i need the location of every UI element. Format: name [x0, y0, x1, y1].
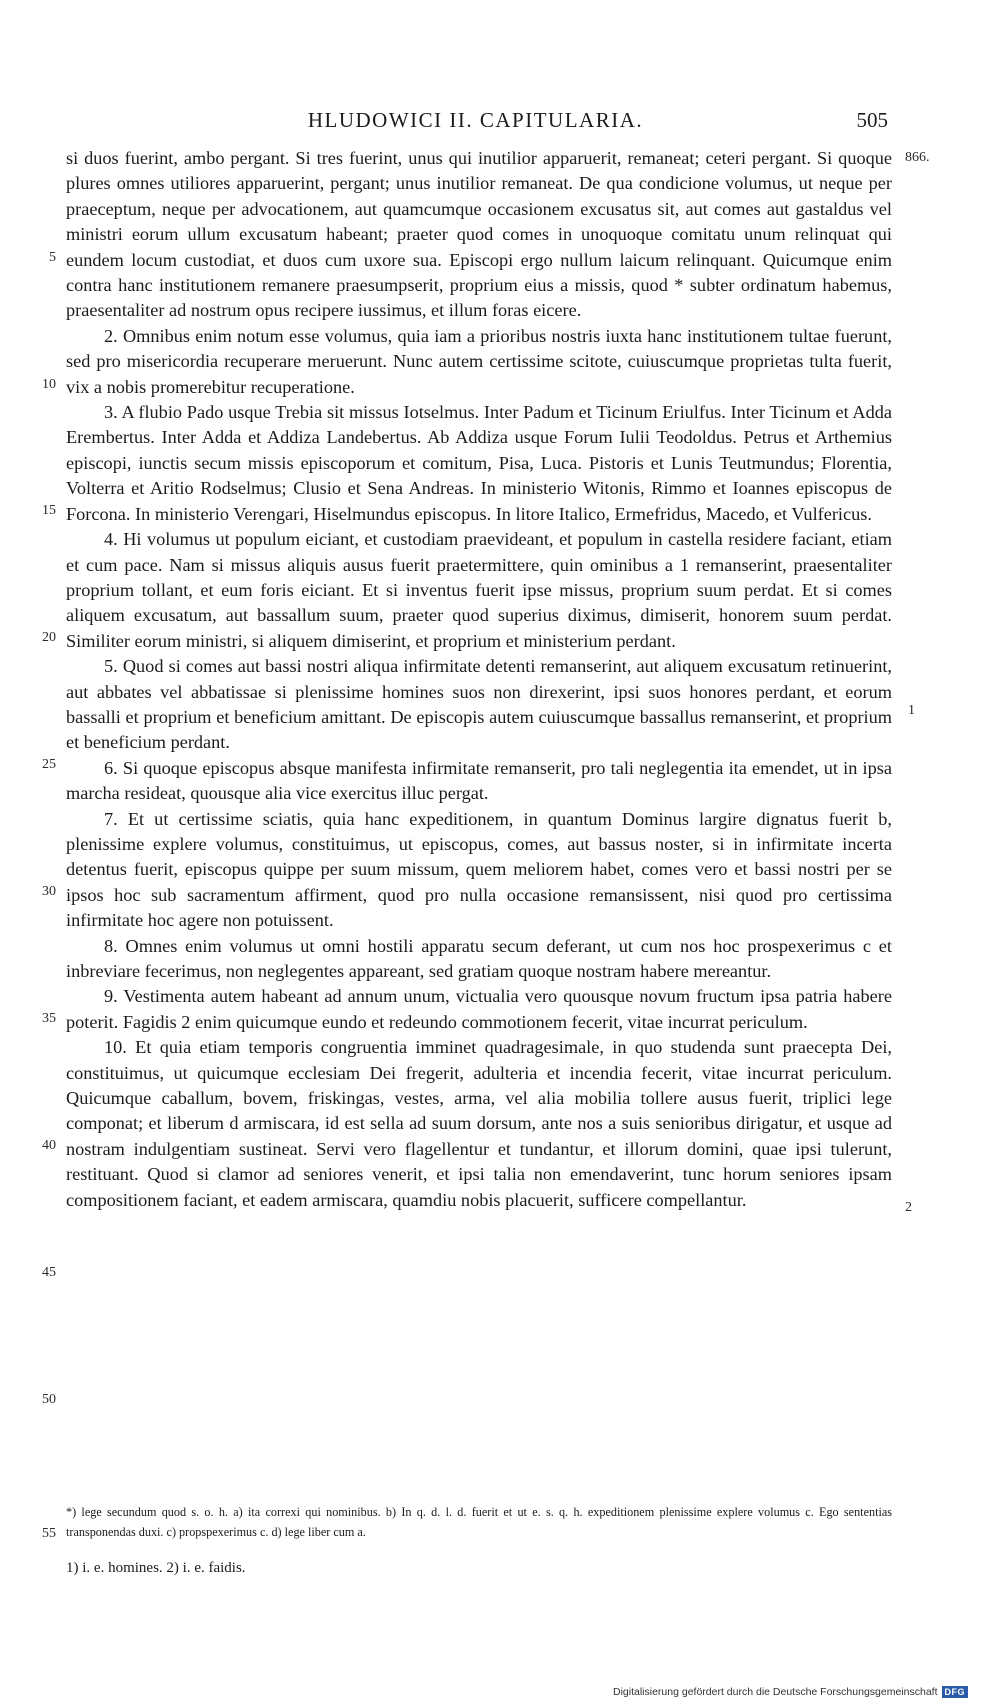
- line-number: 20: [42, 630, 56, 645]
- paragraph: 7. Et ut certissime sciatis, quia hanc expeditionem, in quantum Dominus largire dignatus fuerit b, plenissime explere volumus, constituimus, ut episcopus, comes, aut bassus noster, si in infirmitate incerta detentus fuerit, episcopus quippe per suum missum, quem meliorem habet, comes vero et bassi nostri per se ipsos hoc sub sacramentum affirment, quod pro nulla occasione remansissent, nisi quod pro certissima infirmitate hoc agere non potuissent.: [66, 808, 892, 931]
- line-number: 40: [42, 1138, 56, 1153]
- paragraph: si duos fuerint, ambo pergant. Si tres fuerint, unus qui inutilior apparuerit, remaneat; ceteri pergant. Si quoque plures omnes utiliores apparuerint, pergant; unus inutilior remaneat. De qua condicione volumus, ut neque per praeceptum, neque per advocationem, aut quamcumque occasionem excusatus sit, aut comes aut gastaldus vel ministri eorum ullum excusatum habeant; praeter quod comes in unoquoque comitatu unum relinquat qui eundem locum custodiat, et duos cum uxore sua. Episcopi ergo nullum laicum relinquant. Quicumque enim contra hanc institutionem remanere praesumpserit, proprium eius a missis, quod * subter ordinatum habemus, praesentaliter ad nostrum opus recipere iussimus, et illum foras eicere.: [66, 148, 892, 321]
- line-number: 35: [42, 1011, 56, 1026]
- line-number: 5: [49, 250, 56, 265]
- margin-footnote-ref-2: 2: [905, 1200, 912, 1215]
- margin-year: 866.: [905, 150, 930, 165]
- paragraph: 3. A flubio Pado usque Trebia sit missus Iotselmus. Inter Padum et Ticinum Eriulfus. Inter Ticinum et Adda Erembertus. Inter Adda et Addiza Landebertus. Ab Addiza usque Forum Iulii Teodoldus. Petrus et Arthemius episcopi, iunctis secum missis episcoporum et comitum, Pisa, Luca. Pistoris et Lunis Teutmundus; Florentia, Volterra et Aritio Rodselmus; Clusio et Sena Andreas. In ministerio Witonis, Rimmo et Ioannes episcopus de Forcona. In ministerio Verengari, Hiselmundus episcopus. In litore Italico, Ermefridus, Macedo, et Vulfericus.: [66, 402, 892, 524]
- paragraph: 5. Quod si comes aut bassi nostri aliqua infirmitate detenti remanserint, aut aliquem excusatum retinuerint, aut abbates vel abbatissae si plenissime homines suos non direxerint, ipsi suos honores perdant, et eorum bassalli et proprium et beneficium amittant. De episcopis autem cuiuscumque bassallus remanserint, et proprium et beneficium perdant.: [66, 656, 892, 753]
- line-number: 30: [42, 884, 56, 899]
- paragraph: 10. Et quia etiam temporis congruentia imminet quadragesimale, in quo studenda sunt praecepta Dei, constituimus, ut quicumque ecclesiam Dei fregerit, adulteria et incendia fecerit, vitae incurrat periculum. Quicumque caballum, bovem, friskingas, vestes, arma, vel alia mobilia tollere ausus fuerit, triplici lege componat; et liberum d armiscara, id est sella ad suum dorsum, ante nos a suis senioribus dirigatur, et usque ad nostram indulgentiam sustineat. Servi vero flagellentur et tundantur, et illorum domini, quae ipsi tulerunt, restituant. Quod si clamor ad seniores venerit, et ipsi talia non emendaverint, tunc horum seniores ipsam compositionem faciant, et eadem armiscara, quamdiu nobis placuerit, sufficere compellantur.: [66, 1037, 892, 1210]
- credit-text: Digitalisierung gefördert durch die Deutsche Forschungsgemeinschaft: [612, 1686, 938, 1698]
- paragraph: 9. Vestimenta autem habeant ad annum unum, victualia vero quousque novum fructum ipsa patria habere poterit. Fagidis 2 enim quicumque eundo et redeundo commotionem fecerit, vitae incurrat periculum.: [66, 986, 892, 1032]
- critical-apparatus: [66, 1502, 892, 1542]
- paragraph: 6. Si quoque episcopus absque manifesta infirmitate remanserit, pro tali neglegentia ita emendet, ut in ipsa marcha resideat, quousque alia vice exercitus illuc pergat.: [66, 757, 892, 804]
- digitization-credit: [613, 1684, 968, 1700]
- paragraph: 8. Omnes enim volumus ut omni hostili apparatu secum deferant, ut cum nos hoc prospexerimus c et inbreviare fecerimus, non neglegentes appareant, sed gratiam quoque nostram habere mereantur.: [66, 935, 892, 981]
- line-number: 50: [42, 1392, 56, 1407]
- margin-footnote-ref-1: 1: [908, 703, 915, 718]
- body-text: [66, 146, 892, 1213]
- explanatory-notes: [66, 1560, 892, 1577]
- line-number: 45: [42, 1265, 56, 1280]
- page-header: [63, 108, 888, 138]
- page-number: 505: [856, 108, 888, 132]
- footnote-text: *) lege secundum quod s. o. h. a) ita correxi qui nominibus. b) In q. d. l. d. fuerit et ut e. s. q. h. expeditionem plenissime explere volumus c. Ego sententias transponendas duxi. c) propspexerimus c. d) lege liber cum a.: [66, 1505, 892, 1539]
- paragraph: 4. Hi volumus ut populum eiciant, et custodiam praevideant, et populum in castella residere faciant, etiam et cum pace. Nam si missus aliquis ausus fuerit praetermittere, quin ominibus a 1 remanserint, praesentaliter proprium tollant, et eum foris eiciant. Et si inventus fuerit ipse missus, proprium suum perdat. Et si comes aliquem excusatum, aut bassallum suum, praeter quod superius diximus, dimiserit, honorem suum perdat. Similiter eorum ministri, si aliquem dimiserint, et proprium et ministerium perdant.: [66, 529, 892, 651]
- line-number: 25: [42, 757, 56, 772]
- footnote-text: 1) i. e. homines. 2) i. e. faidis.: [66, 1560, 246, 1576]
- running-title: HLUDOWICI II. CAPITULARIA.: [307, 108, 644, 132]
- line-number: 55: [42, 1526, 56, 1541]
- paragraph: 2. Omnibus enim notum esse volumus, quia iam a prioribus nostris iuxta hanc institutionem tultae fuerunt, sed pro misericordia recuperare meruerunt. Nunc autem certissime scitote, cuiuscumque proprietas tulta fuerit, vix a nobis promerebitur recuperatione.: [66, 325, 892, 397]
- line-number: 10: [42, 377, 56, 392]
- dfg-logo: DFG: [942, 1686, 969, 1698]
- line-number: 15: [42, 503, 56, 518]
